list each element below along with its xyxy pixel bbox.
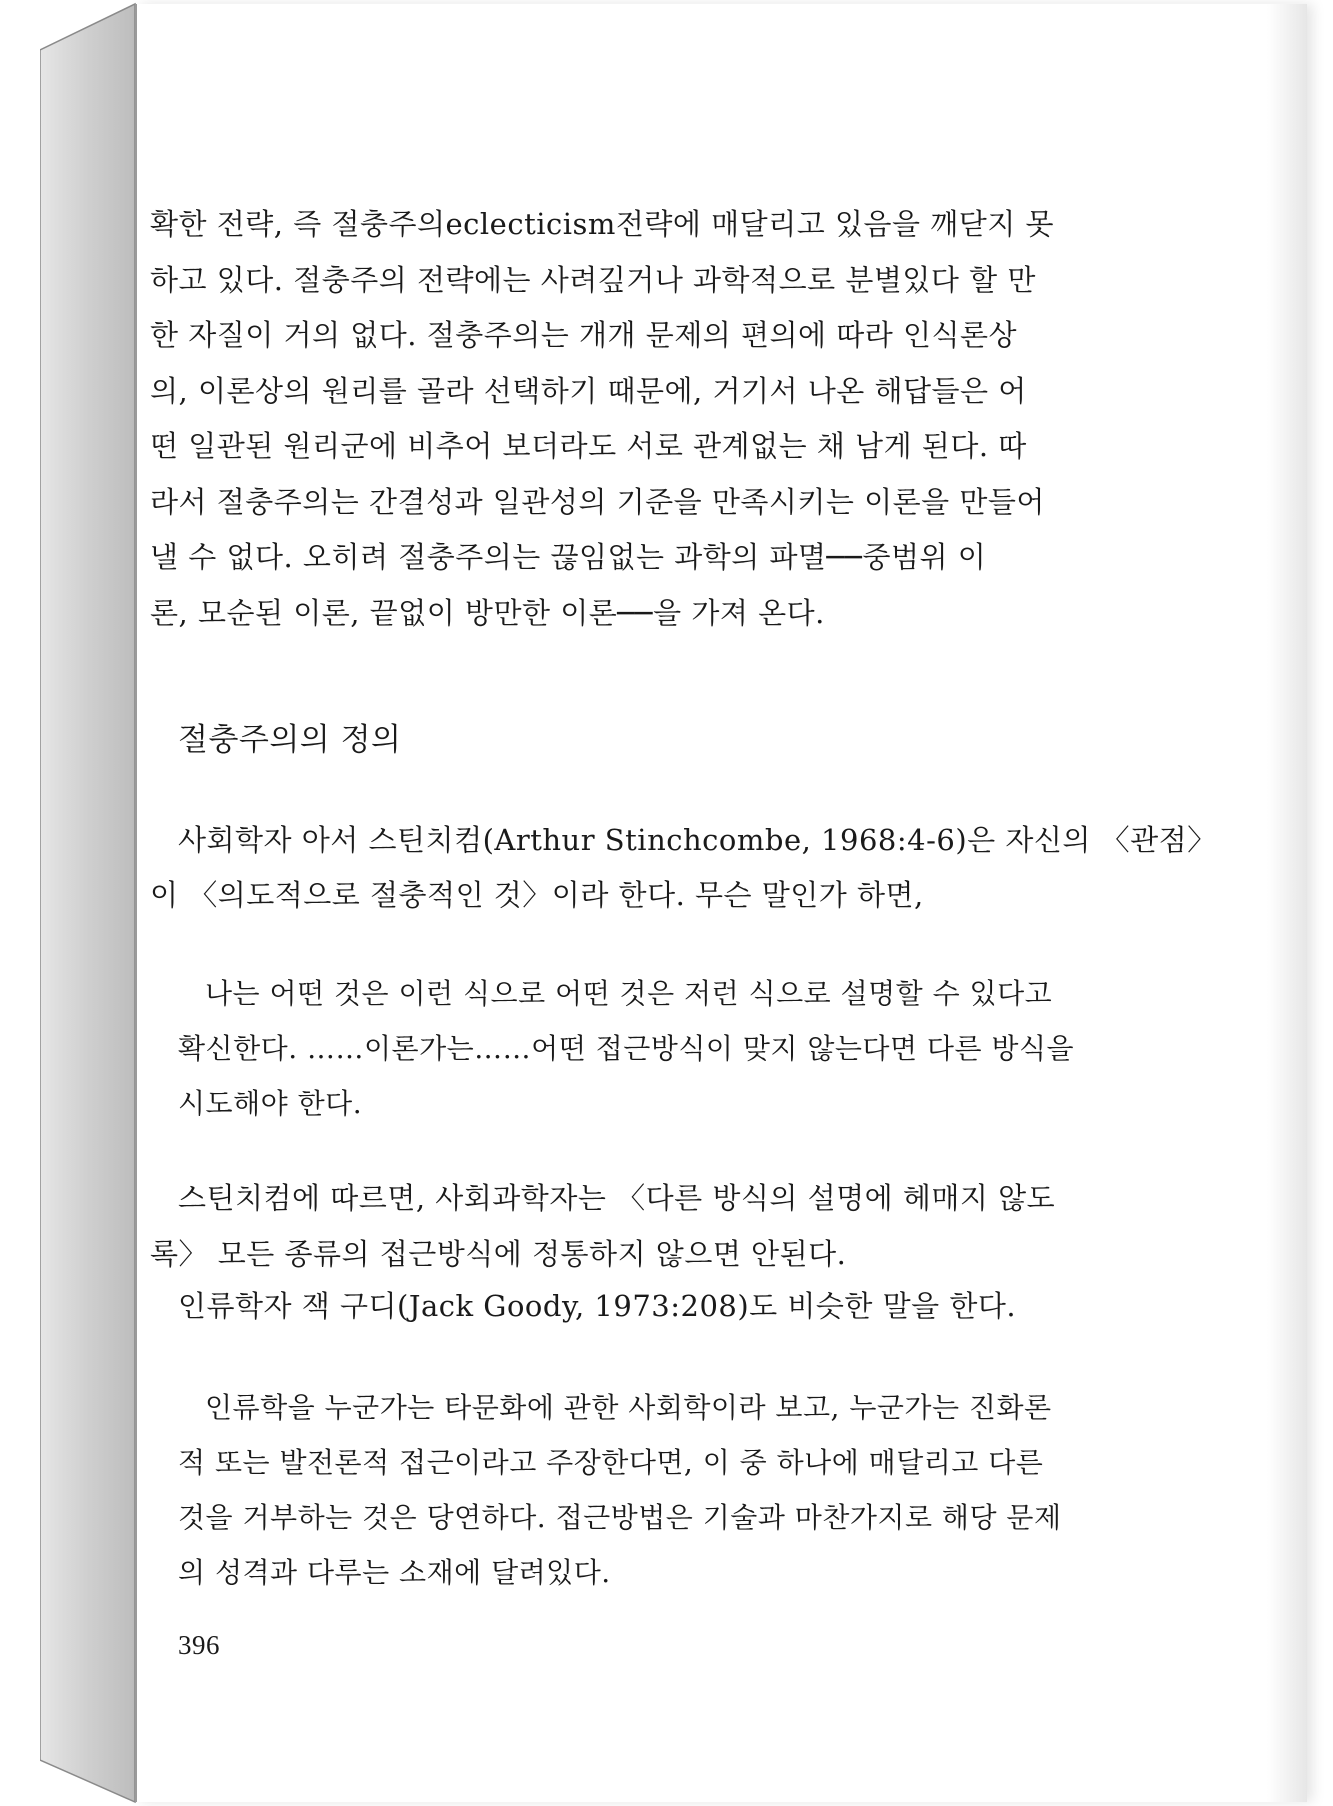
paragraph-3-line-2: 록〉 모든 종류의 접근방식에 정통하지 않으면 안된다. [150,1237,847,1271]
paragraph-1-line-3: 한 자질이 거의 없다. 절충주의는 개개 문제의 편의에 따라 인식론상 [150,318,1018,352]
paragraph-1-line-8: 론, 모순된 이론, 끝없이 방만한 이론──을 가져 온다. [150,596,825,630]
paragraph-3-line-3: 인류학자 잭 구디(Jack Goody, 1973:208)도 비슷한 말을 한다. [178,1289,1017,1323]
quote-2-line-4: 의 성격과 다루는 소재에 달려있다. [178,1556,611,1589]
quote-1-line-1: 나는 어떤 것은 이런 식으로 어떤 것은 저런 식으로 설명할 수 있다고 [205,977,1053,1010]
section-heading: 절충주의의 정의 [178,722,402,758]
quote-1-line-2: 확신한다. ……이론가는……어떤 접근방식이 맞지 않는다면 다른 방식을 [178,1032,1075,1065]
paragraph-1-line-1: 확한 전략, 즉 절충주의eclecticism전략에 매달리고 있음을 깨닫지 못 [150,207,1054,241]
paragraph-1-line-2: 하고 있다. 절충주의 전략에는 사려깊거나 과학적으로 분별있다 할 만 [150,263,1036,297]
paragraph-2-line-1: 사회학자 아서 스틴치컴(Arthur Stinchcombe, 1968:4-6)은 자신의 〈관점〉 [178,823,1217,857]
paragraph-1-line-5: 떤 일관된 원리군에 비추어 보더라도 서로 관계없는 채 남게 된다. 따 [150,429,1027,463]
quote-2-line-1: 인류학을 누군가는 타문화에 관한 사회학이라 보고, 누군가는 진화론 [205,1391,1052,1424]
paragraph-1-line-7: 낼 수 없다. 오히려 절충주의는 끊임없는 과학의 파멸──중범위 이 [150,540,987,574]
paragraph-1-line-6: 라서 절충주의는 간결성과 일관성의 기준을 만족시키는 이론을 만들어 [150,485,1045,519]
page-number: 396 [178,1630,220,1660]
quote-1-line-3: 시도해야 한다. [178,1087,363,1120]
paragraph-3-line-1: 스틴치컴에 따르면, 사회과학자는 〈다른 방식의 설명에 헤매지 않도 [178,1181,1056,1215]
book-spine [40,0,140,1806]
paragraph-2-line-2: 이 〈의도적으로 절충적인 것〉이라 한다. 무슨 말인가 하면, [150,878,924,912]
quote-2-line-3: 것을 거부하는 것은 당연하다. 접근방법은 기술과 마찬가지로 해당 문제 [178,1501,1062,1534]
quote-2-line-2: 적 또는 발전론적 접근이라고 주장한다면, 이 중 하나에 매달리고 다른 [178,1446,1044,1479]
paragraph-1-line-4: 의, 이론상의 원리를 골라 선택하기 때문에, 거기서 나온 해답들은 어 [150,374,1027,408]
page-edge-shadow [1267,4,1307,1802]
book-spine-shape [40,0,140,1806]
